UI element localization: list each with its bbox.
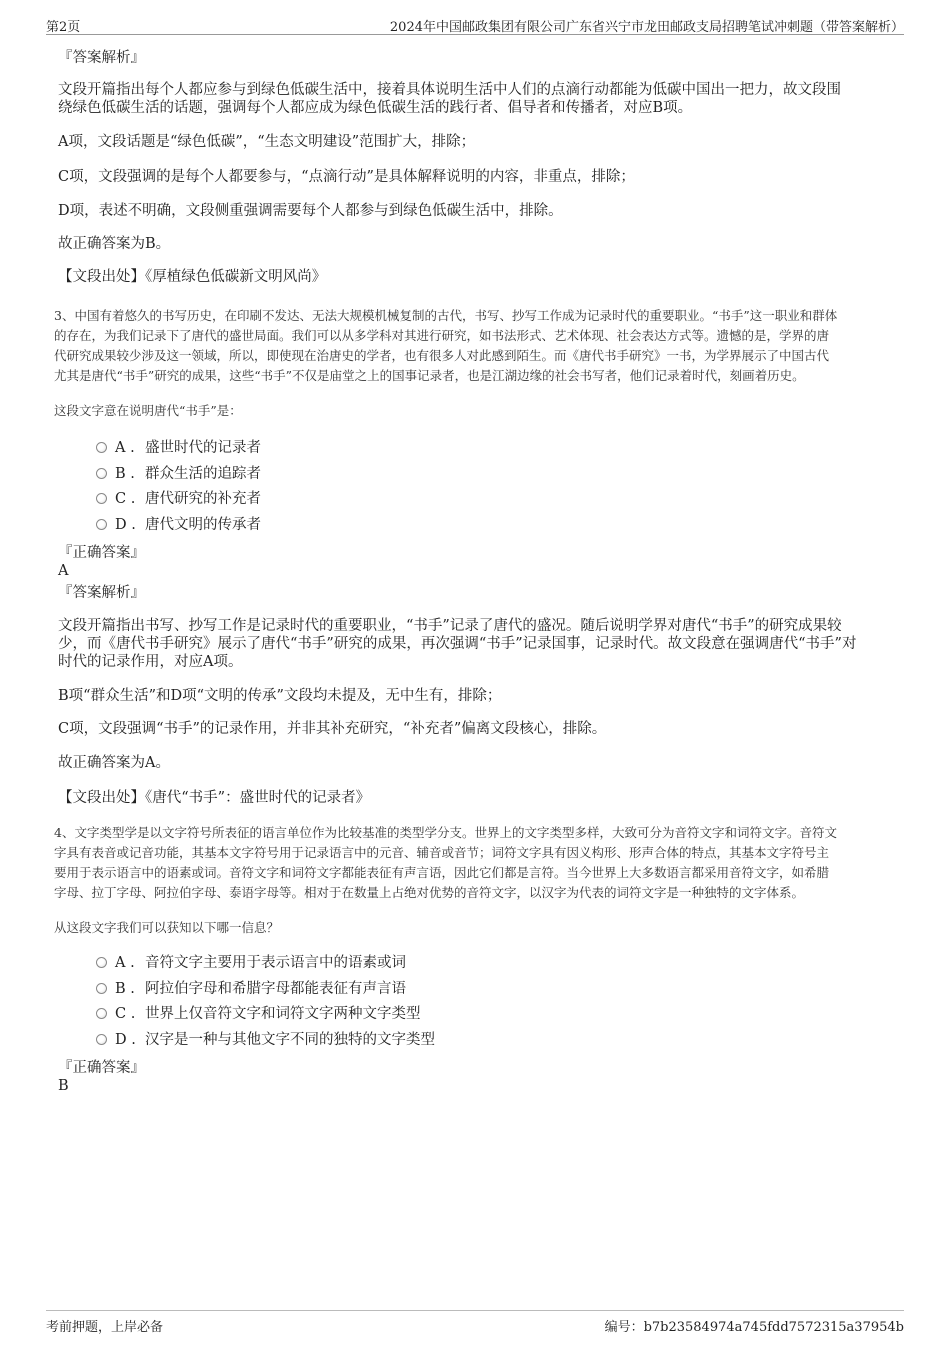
question-paragraph-line: 的存在，为我们记录下了唐代的盛世局面。我们可以从多学科对其进行研究，如书法形式、艺术体现、社会表达方式等。遗憾的是，学界的唐 [54, 328, 830, 343]
question-prompt: 这段文字意在说明唐代“书手”是： [54, 403, 242, 418]
option-letter: A . [115, 955, 135, 971]
option-c[interactable] [96, 1005, 421, 1023]
option-text: 群众生活的追踪者 [145, 466, 261, 482]
radio-icon[interactable] [96, 983, 107, 994]
option-letter: B . [115, 466, 135, 482]
radio-icon[interactable] [96, 1008, 107, 1019]
option-d[interactable] [96, 1031, 435, 1049]
radio-icon[interactable] [96, 442, 107, 453]
question-paragraph-line: 尤其是唐代“书手”研究的成果，这些“书手”不仅是庙堂之上的国事记录者，也是江湖边缘的社会书写者，他们记录着时代，刻画着历史。 [54, 368, 805, 383]
option-c[interactable] [96, 490, 261, 508]
option-b[interactable] [96, 980, 406, 998]
analysis-label: 『答案解析』 [58, 50, 145, 66]
option-text: 盛世时代的记录者 [145, 440, 261, 456]
analysis-line: 时代的记录作用，对应A项。 [58, 654, 243, 670]
document-id: 编号：b7b23584974a745fdd7572315a37954b [604, 1320, 904, 1335]
question-paragraph-line: 4、文字类型学是以文字符号所表征的语言单位作为比较基准的类型学分支。世界上的文字类型多样，大致可分为音符文字和词符文字。音符文 [54, 825, 837, 840]
analysis-line: 文段开篇指出书写、抄写工作是记录时代的重要职业，“书手”记录了唐代的盛况。随后说明学界对唐代“书手”的研究成果较 [58, 618, 842, 634]
option-text: 世界上仅音符文字和词符文字两种文字类型 [145, 1006, 421, 1022]
source: 【文段出处】《厚植绿色低碳新文明风尚》 [58, 269, 327, 285]
option-letter: D . [115, 1032, 136, 1048]
option-b[interactable] [96, 465, 261, 483]
radio-icon[interactable] [96, 493, 107, 504]
analysis-option-a: A项，文段话题是“绿色低碳”，“生态文明建设”范围扩大，排除； [58, 134, 476, 150]
question-paragraph-line: 要用于表示语言中的语素或词。音符文字和词符文字都能表征有声言语，因此它们都是言符。当今世界上大多数语言都采用音符文字，如希腊 [54, 865, 830, 880]
correct-answer: B [58, 1078, 69, 1094]
question-paragraph-line: 字母、拉丁字母、阿拉伯字母、泰语字母等。相对于在数量上占绝对优势的音符文字，以汉字为代表的词符文字是一种独特的文字体系。 [54, 885, 805, 900]
source: 【文段出处】《唐代“书手”：盛世时代的记录者》 [58, 790, 371, 806]
question-paragraph-line: 字具有表音或记音功能，其基本文字符号用于记录语言中的元音、辅音或音节；词符文字具有因义构形、形声合体的特点，其基本文字符号主 [54, 845, 830, 860]
analysis-line: 绕绿色低碳生活的话题，强调每个人都应成为绿色低碳生活的践行者、倡导者和传播者，对应B项。 [58, 100, 693, 116]
analysis-option-c: C项，文段强调的是每个人都要参与，“点滴行动”是具体解释说明的内容，非重点，排除； [58, 169, 635, 185]
option-d[interactable] [96, 516, 261, 534]
page-number: 第2页 [46, 20, 81, 35]
option-letter: C . [115, 491, 136, 507]
question-paragraph-line: 代研究成果较少涉及这一领域，所以，即使现在治唐史的学者，也有很多人对此感到陌生。而《唐代书手研究》一书，为学界展示了中国古代 [54, 348, 830, 363]
page-header [46, 14, 904, 35]
analysis-line: 少，而《唐代书手研究》展示了唐代“书手”研究的成果，再次强调“书手”记录国事，记录时代。故文段意在强调唐代“书手”对 [58, 636, 857, 652]
document-title: 2024年中国邮政集团有限公司广东省兴宁市龙田邮政支局招聘笔试冲刺题（带答案解析） [389, 20, 904, 35]
question-prompt: 从这段文字我们可以获知以下哪一信息？ [54, 920, 280, 935]
option-text: 阿拉伯字母和希腊字母都能表征有声言语 [145, 981, 406, 997]
option-a[interactable] [96, 439, 261, 457]
radio-icon[interactable] [96, 1034, 107, 1045]
option-text: 汉字是一种与其他文字不同的独特的文字类型 [145, 1032, 435, 1048]
correct-answer-label: 『正确答案』 [58, 1060, 145, 1076]
conclusion: 故正确答案为A。 [58, 755, 170, 771]
conclusion: 故正确答案为B。 [58, 236, 171, 252]
option-a[interactable] [96, 954, 406, 972]
analysis-line: 文段开篇指出每个人都应参与到绿色低碳生活中，接着具体说明生活中人们的点滴行动都能为低碳中国出一把力，故文段围 [58, 82, 841, 98]
analysis-option-c: C项，文段强调“书手”的记录作用，并非其补充研究，“补充者”偏离文段核心，排除。 [58, 721, 607, 737]
option-letter: C . [115, 1006, 136, 1022]
footer-slogan: 考前押题，上岸必备 [46, 1320, 164, 1335]
question-paragraph-line: 3、中国有着悠久的书写历史，在印刷不发达、无法大规模机械复制的古代，书写、抄写工作成为记录时代的重要职业。“书手”这一职业和群体 [54, 308, 838, 323]
page-footer [46, 1310, 904, 1335]
radio-icon[interactable] [96, 957, 107, 968]
option-letter: A . [115, 440, 135, 456]
option-text: 唐代文明的传承者 [145, 517, 261, 533]
option-text: 唐代研究的补充者 [145, 491, 261, 507]
analysis-option-bd: B项“群众生活”和D项“文明的传承”文段均未提及，无中生有，排除； [58, 688, 502, 704]
correct-answer: A [58, 563, 69, 579]
option-letter: D . [115, 517, 136, 533]
radio-icon[interactable] [96, 519, 107, 530]
radio-icon[interactable] [96, 468, 107, 479]
correct-answer-label: 『正确答案』 [58, 545, 145, 561]
analysis-option-d: D项，表述不明确，文段侧重强调需要每个人都参与到绿色低碳生活中，排除。 [58, 203, 563, 219]
analysis-label: 『答案解析』 [58, 585, 145, 601]
option-text: 音符文字主要用于表示语言中的语素或词 [145, 955, 406, 971]
option-letter: B . [115, 981, 135, 997]
